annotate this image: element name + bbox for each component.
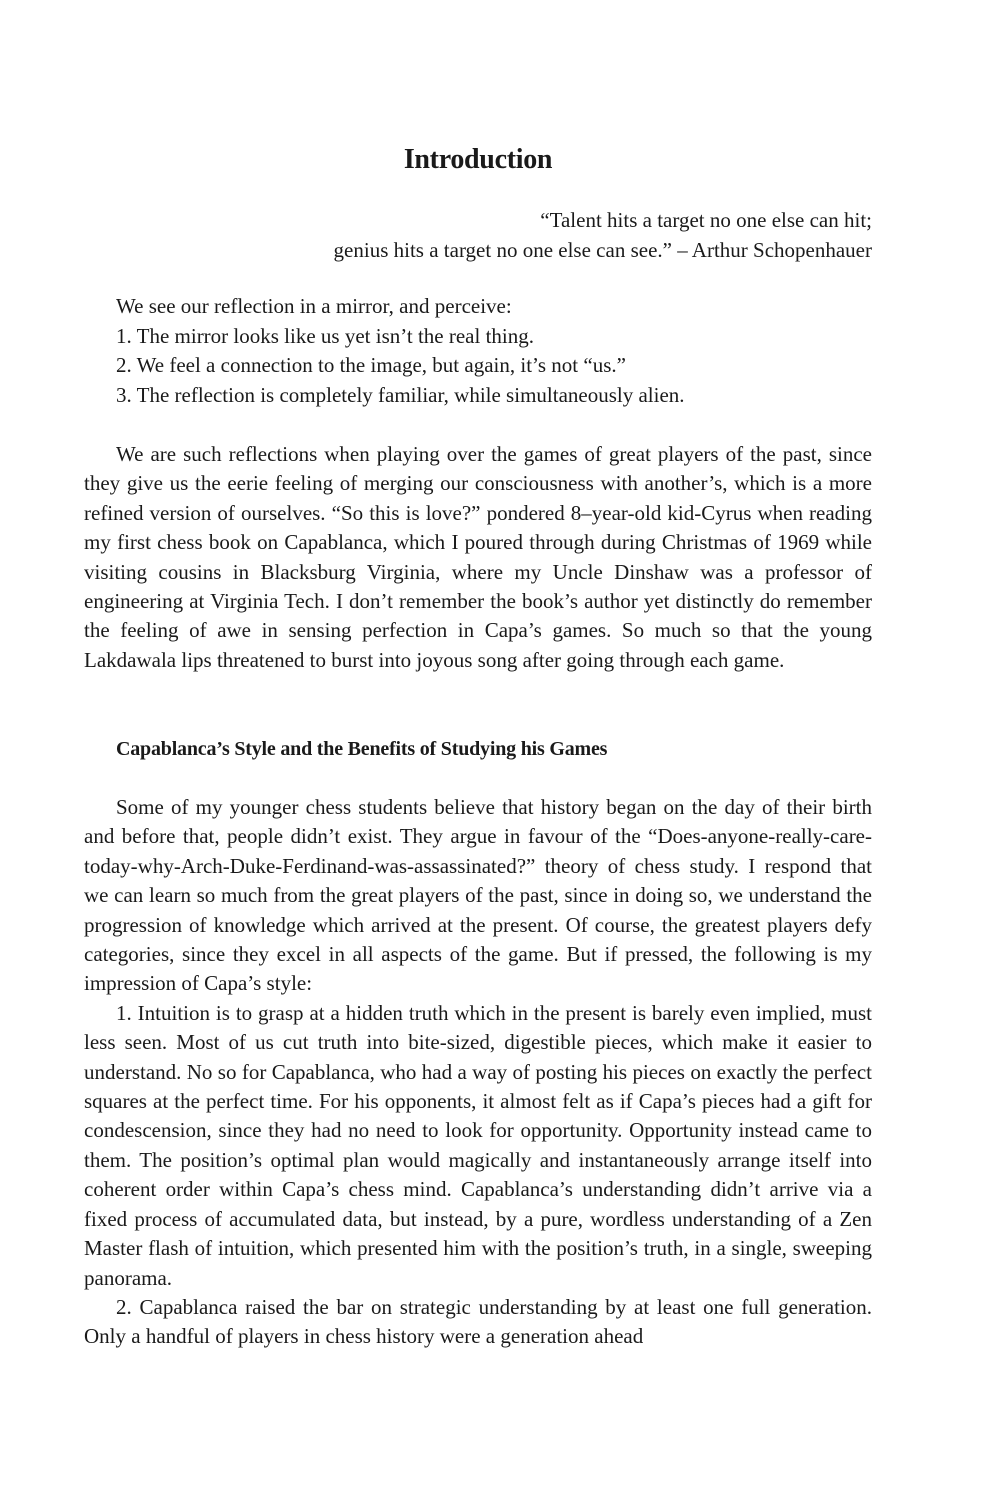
body-paragraph: 1. Intuition is to grasp at a hidden truth which in the present is barely even implied, must less seen. Most of us cut truth into bite-sized, digestible pieces, which make it easier to understand. No so for Capablanca, who had a way of posting his pieces on exactly the perfect squares at the perfect time. For his opponents, it almost felt as if Capa’s pieces had a gift for condescension, since they had no need to look for opportunity. Opportunity instead came to them. The position’s optimal plan would magically and instantaneously arrange itself into coherent order within Capa’s chess mind. Capablanca’s understanding didn’t arrive via a fixed process of accumulated data, but instead, by a pure, wordless understanding of a Zen Master flash of intuition, which presented him with the position’s truth, in a single, sweeping panorama.	[84, 1000, 872, 1290]
mirror-list-lead: We see our reflection in a mirror, and perceive:	[116, 294, 512, 318]
body-paragraph: 2. Capablanca raised the bar on strategic understanding by at least one full generation. Only a handful of players in chess history were a generation ahead	[84, 1294, 872, 1349]
body-paragraph: Some of my younger chess students believe that history began on the day of their birth and before that, people didn’t exist. They argue in favour of the “Does-anyone-really-care-today-why-Arch-Duke-Ferdinand-was-assassinated?” theory of chess study. I respond that we can learn so much from the great players of the past, since in doing so, we understand the progression of knowledge which arrived at the present. Of course, the greatest players defy categories, since they excel in all aspects of the game. But if pressed, the following is my impression of Capa’s style:	[84, 795, 872, 996]
mirror-list-item: 1. The mirror looks like us yet isn’t the real thing.	[116, 323, 534, 348]
intro-section	[84, 440, 872, 675]
epigraph-quote	[84, 205, 872, 265]
page-title: Introduction	[403, 144, 553, 175]
section-body	[84, 793, 872, 1352]
epigraph-line-1: “Talent hits a target no one else can hit;	[540, 208, 872, 232]
epigraph-line-2: genius hits a target no one else can see.” – Arthur Schopenhauer	[333, 238, 872, 262]
section-heading: Capablanca’s Style and the Benefits of Studying his Games	[116, 738, 608, 760]
mirror-list-item: 2. We feel a connection to the image, but again, it’s not “us.”	[116, 353, 626, 377]
intro-paragraph: We are such reflections when playing over the games of great players of the past, since they give us the eerie feeling of merging our consciousness with another’s, which is a more refined version of ourselves. “So this is love?” pondered 8–year-old kid-Cyrus when reading my first chess book on Capablanca, which I poured through during Christmas of 1969 while visiting cousins in Blacksburg Virginia, where my Uncle Dinshaw was a professor of engineering at Virginia Tech. I don’t remember the book’s author yet distinctly do remember the feeling of awe in sensing perfection in Capa’s games. So much so that the young Lakdawala lips threatened to burst into joyous song after going through each game.	[84, 442, 872, 672]
mirror-list-item: 3. The reflection is completely familiar, while simultaneously alien.	[116, 382, 685, 407]
mirror-list	[84, 292, 872, 410]
